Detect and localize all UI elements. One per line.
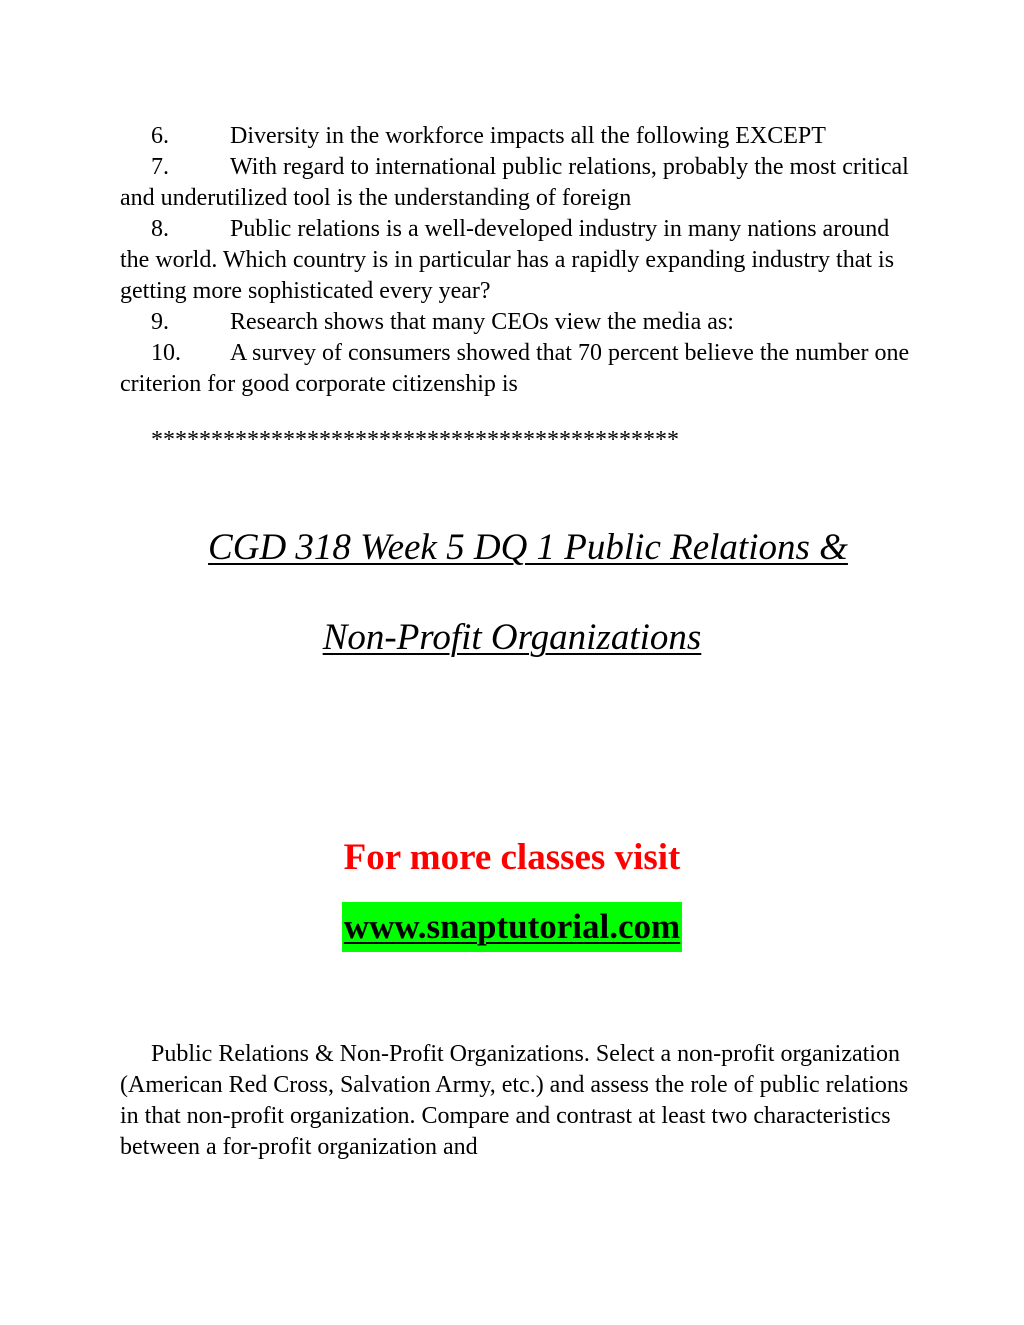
question-list xyxy=(120,121,910,400)
separator-stars: ******************************************** xyxy=(151,427,679,453)
question-text: Diversity in the workforce impacts all the following EXCEPT xyxy=(230,123,826,149)
question-text: Public relations is a well-developed industry in many nations around the world. Which country is in particular has a rapidly expanding industry that is getting more sophisticated every year? xyxy=(120,216,895,304)
promo-link-container xyxy=(0,902,1024,952)
question-number: 7. xyxy=(151,154,169,180)
promo-heading: For more classes visit xyxy=(343,837,681,878)
question-number: 6. xyxy=(151,123,169,149)
title-text: CGD 318 Week 5 DQ 1 Public Relations & xyxy=(208,527,848,568)
question-item xyxy=(120,214,910,307)
document-title-line-2 xyxy=(0,616,1024,660)
question-text: With regard to international public relations, probably the most critical and underutilized tool is the understanding of foreign xyxy=(120,154,909,211)
question-item xyxy=(120,152,910,214)
question-number: 10. xyxy=(151,340,181,366)
question-text: Research shows that many CEOs view the media as: xyxy=(230,309,734,335)
document-title-line-1 xyxy=(16,526,1024,570)
question-number: 9. xyxy=(151,309,169,335)
question-text: A survey of consumers showed that 70 percent believe the number one criterion for good corporate citizenship is xyxy=(120,340,910,397)
question-item xyxy=(120,121,910,152)
question-item xyxy=(120,307,910,338)
body-paragraph: Public Relations & Non-Profit Organizations. Select a non-profit organization (American Red Cross, Salvation Army, etc.) and assess the role of public relations in that non-profit organization. Compare and contrast at least two characteristics between a for-profit organization and xyxy=(120,1041,909,1160)
title-text: Non-Profit Organizations xyxy=(322,617,702,658)
question-item xyxy=(120,338,910,400)
website-link[interactable]: www.snaptutorial.com xyxy=(342,902,682,952)
question-number: 8. xyxy=(151,216,169,242)
